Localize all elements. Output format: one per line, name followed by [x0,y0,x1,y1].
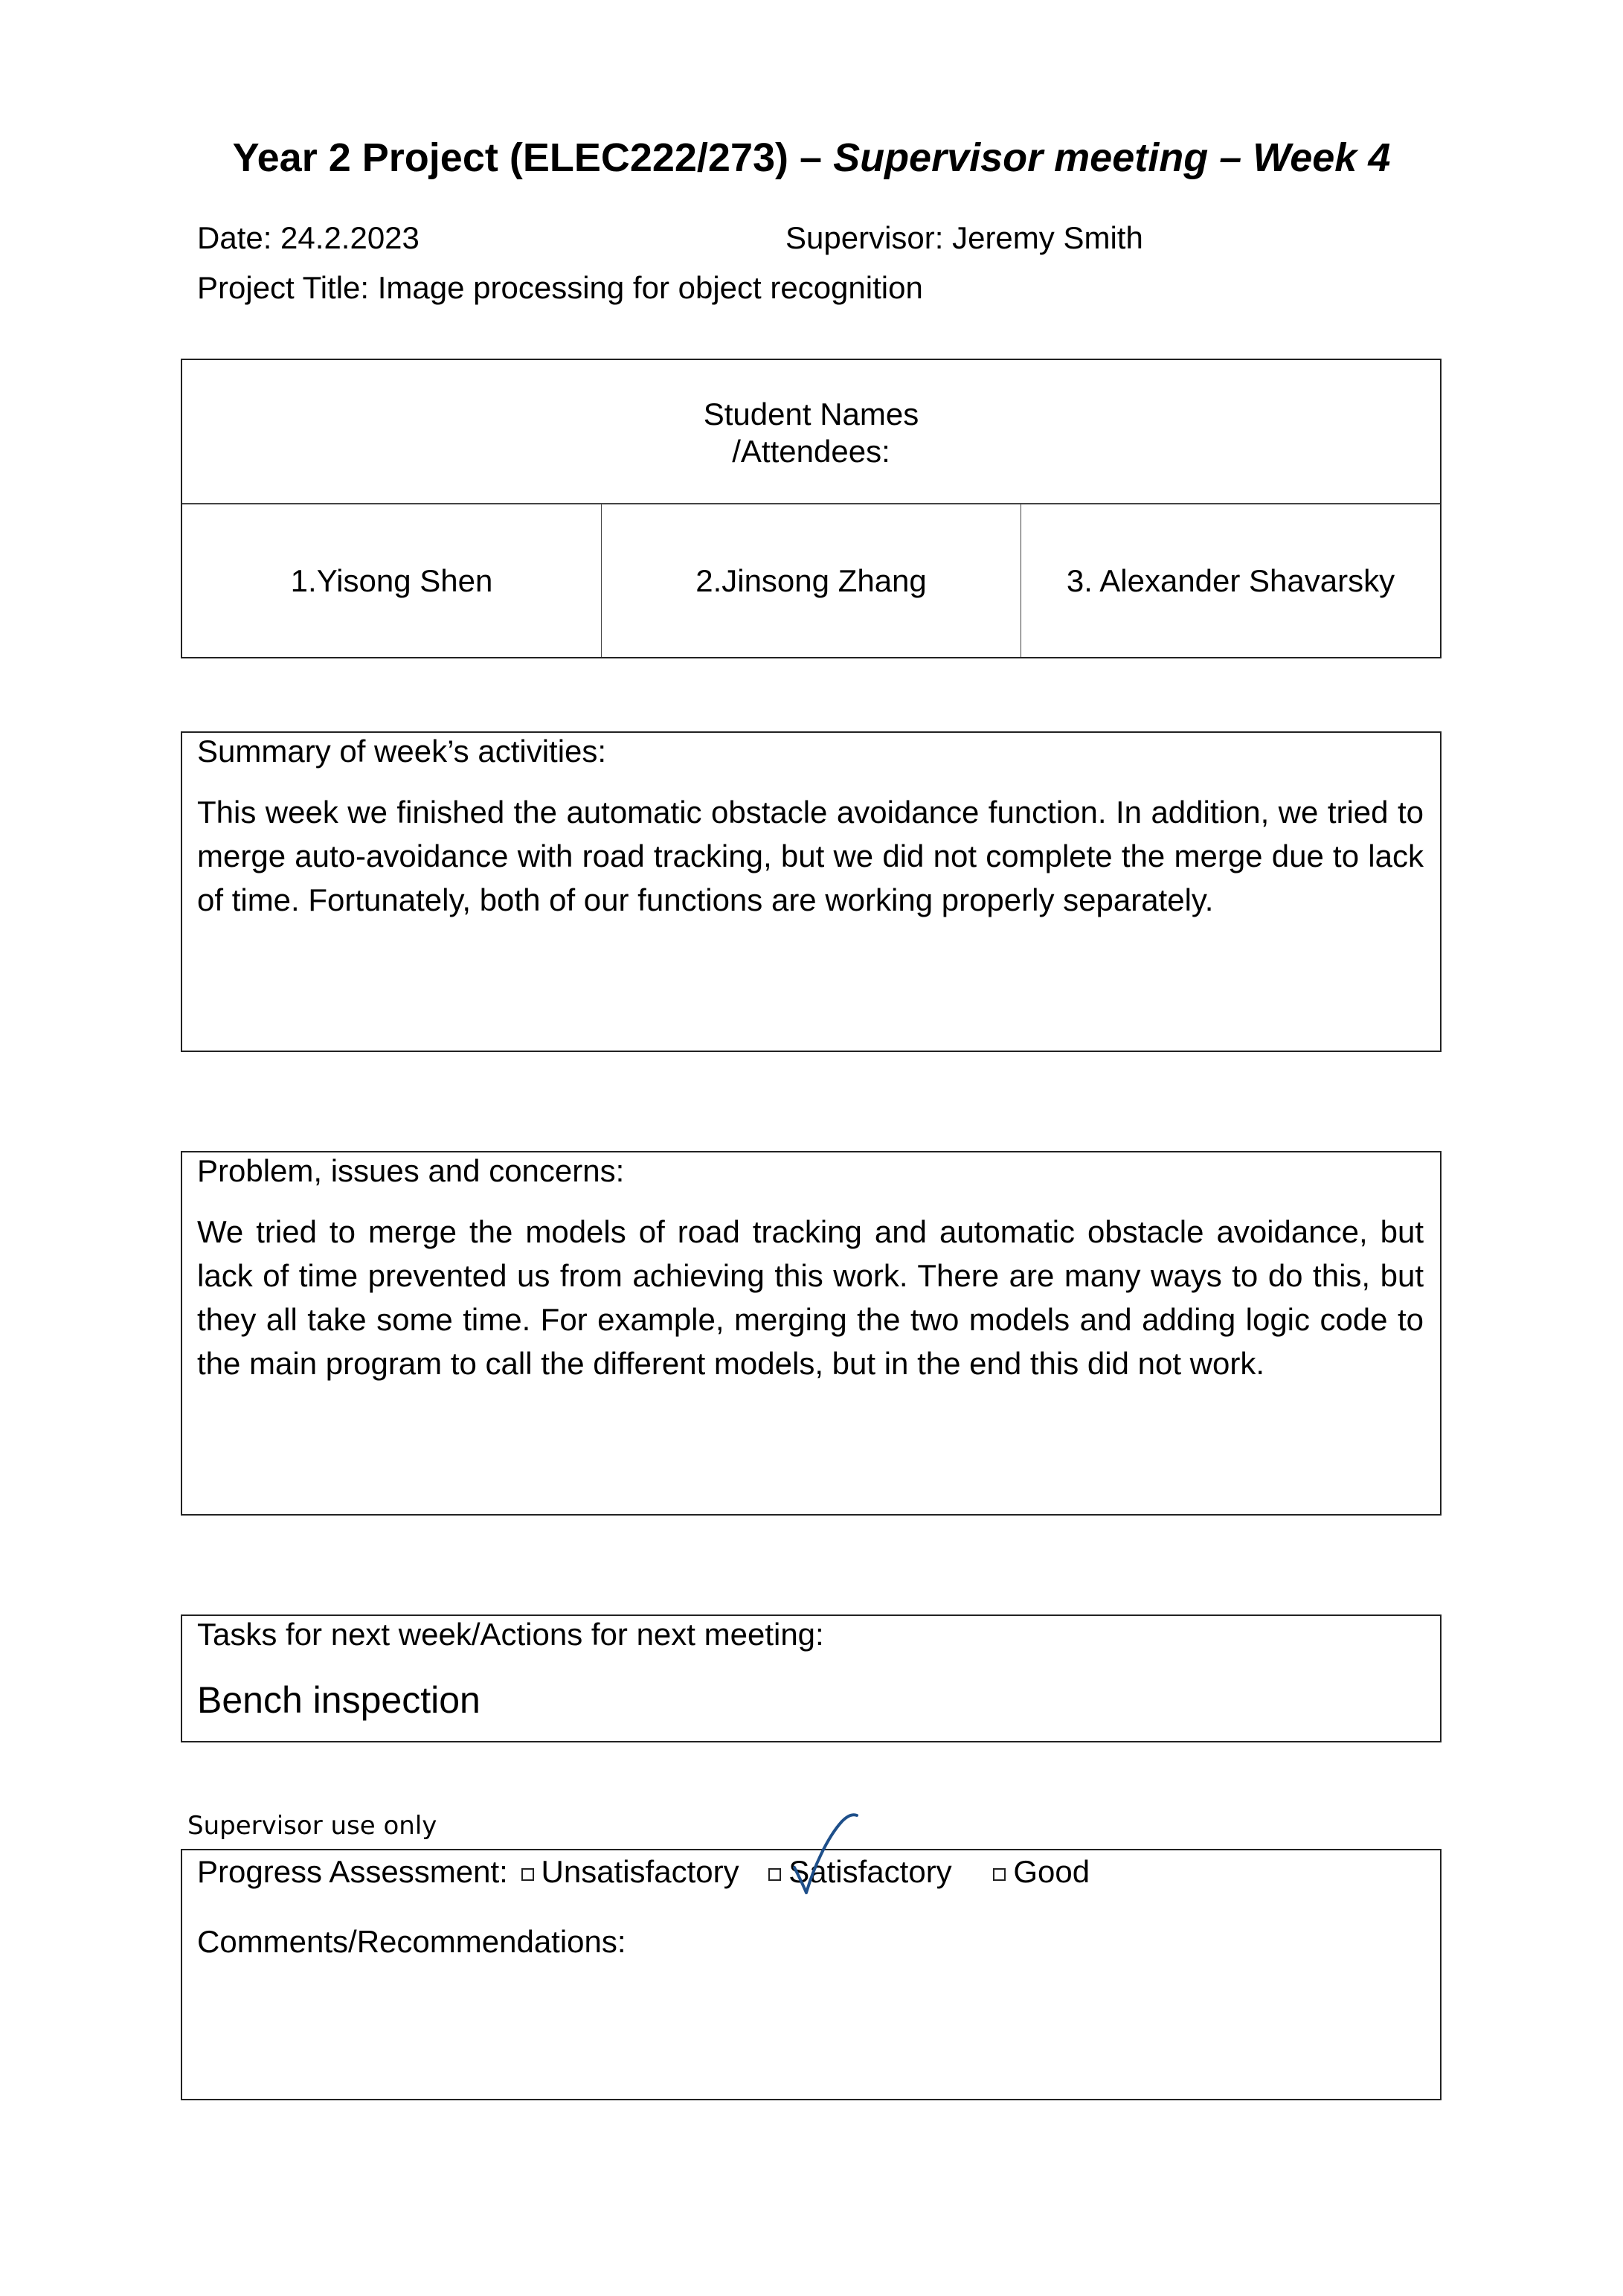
problems-box [181,1151,1442,1516]
problems-text: We tried to merge the models of road tracking and automatic obstacle avoidance, but lack of time prevented us from achieving this work. There are many ways to do this, but they all take some time. For example, merging the two models and adding logic code to the main program to call the different models, but in the end this did not work. [197,1214,1424,1381]
progress-label: Progress Assessment: [197,1854,508,1889]
attendees-header [182,360,1440,504]
attendee-cell-3: 3. Alexander Shavarsky [1066,562,1395,598]
title-meeting: Supervisor meeting – Week 4 [833,135,1391,180]
comments-field[interactable] [197,1969,1425,2091]
date-field: Date: 24.2.2023 [197,220,420,255]
attendees-row [182,504,1440,657]
summary-label: Summary of week’s activities: [197,734,607,769]
attendee-cell-2: 2.Jinsong Zhang [602,504,1021,657]
supervisor-field: Supervisor: Jeremy Smith [785,220,1143,255]
attendees-table [181,359,1442,658]
checkbox-icon[interactable] [521,1868,534,1881]
attendees-header-line2: /Attendees: [732,434,890,469]
supervisor-use-note: Supervisor use only [187,1811,437,1841]
progress-assessment-row [197,1853,1090,1891]
checkbox-icon[interactable] [993,1868,1006,1881]
option-unsatisfactory[interactable]: Unsatisfactory [521,1853,739,1891]
option-good[interactable]: Good [993,1853,1090,1891]
page-title [0,134,1623,182]
option-satisfactory[interactable]: Satisfactory [768,1853,951,1891]
tasks-text: Bench inspection [197,1679,481,1721]
attendees-header-line1: Student Names [703,397,919,432]
tasks-box [181,1614,1442,1742]
summary-text: This week we finished the automatic obstacle avoidance function. In addition, we tried to merge auto-avoidance with road tracking, but we did not complete the merge due to lack of time. Fortunately, both of our functions are working properly separately. [197,795,1424,917]
project-title-field: Project Title: Image processing for object recognition [197,270,923,305]
comments-label: Comments/Recommendations: [197,1924,626,1959]
checkbox-icon[interactable] [768,1868,781,1881]
tasks-label: Tasks for next week/Actions for next meeting: [197,1617,824,1652]
summary-box [181,731,1442,1052]
problems-label: Problem, issues and concerns: [197,1153,625,1188]
title-course: Year 2 Project (ELEC222/273) – [232,135,834,180]
handwritten-checkmark-icon [788,1808,870,1905]
attendee-cell-1: 1.Yisong Shen [182,504,602,657]
